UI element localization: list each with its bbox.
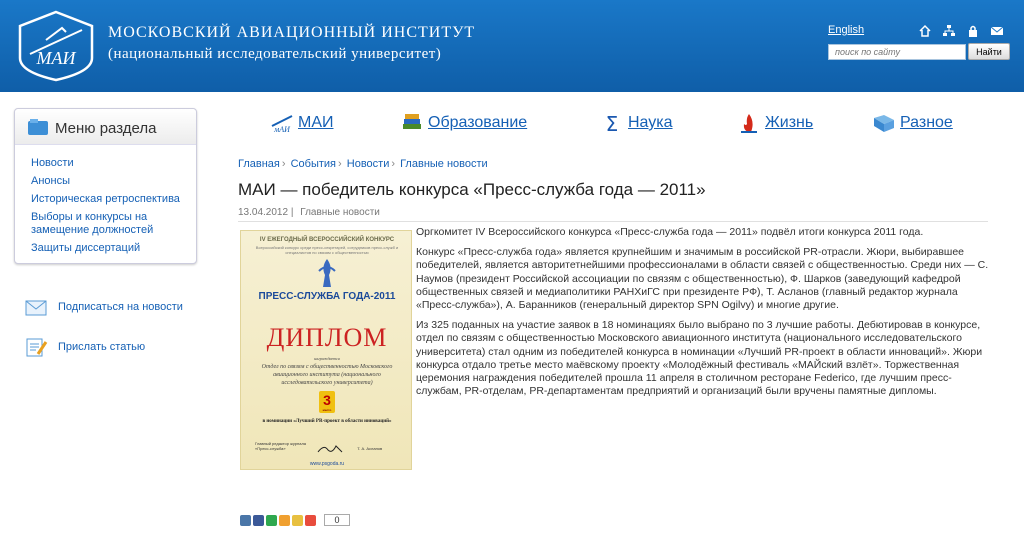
- article-category[interactable]: Главные новости: [300, 207, 380, 218]
- article-paragraph: Из 325 поданных на участие заявок в 18 номинациях было выбрано по 3 лучшие работы. Дебютировав в конкурсе, отдел по связям с общественностью Московского авиационного института (национального исследовательского университета) стал одним из победителей конкурса в номинации «Лучший PR-проект в области инноваций». Жюри конкурса отдало третье место маёвскому проекту «Молодёжный фестиваль «МАЙский взлёт». Торжественная церемония награждения победителей прошла 11 апреля в столичном ресторане Federico, где лучшим пресс-службам, PR-отделам, PR-департаментам предприятий и организаций были вручены памятные дипломы.: [416, 319, 983, 398]
- mail-icon[interactable]: [990, 24, 1004, 38]
- plus-icon[interactable]: [305, 515, 316, 526]
- search-button[interactable]: Найти: [968, 43, 1010, 60]
- mai-logo-icon[interactable]: [16, 10, 96, 82]
- diploma-place-number: 3: [323, 392, 331, 408]
- sidebar-item-elections[interactable]: Выборы и конкурсы на замещение должностей: [31, 211, 154, 236]
- vk-icon[interactable]: [240, 515, 251, 526]
- book-icon: [872, 112, 896, 134]
- main-navigation: [0, 112, 1024, 136]
- send-article-label: Прислать статью: [58, 341, 146, 353]
- english-link[interactable]: English: [828, 24, 865, 36]
- breadcrumb: Главная › События › Новости › Главные новости: [238, 158, 488, 170]
- facebook-icon[interactable]: [253, 515, 264, 526]
- nav-mai[interactable]: [270, 112, 334, 134]
- nav-life-label: Жизнь: [765, 114, 814, 131]
- article-paragraph: Оргкомитет IV Всероссийского конкурса «Пресс-служба года — 2011» подвёл итоги конкурса 2011 года.: [416, 226, 924, 238]
- diploma-word: ДИПЛОМ: [266, 323, 388, 352]
- svg-text:МАИ: МАИ: [36, 48, 76, 68]
- diploma-top-text: IV ЕЖЕГОДНЫЙ ВСЕРОССИЙСКИЙ КОНКУРС: [259, 237, 395, 243]
- sitemap-icon[interactable]: [942, 24, 956, 38]
- diploma-signature: [255, 441, 399, 454]
- moimir-icon[interactable]: [266, 515, 277, 526]
- svg-text:мАИ: мАИ: [274, 125, 290, 134]
- page-title: МАИ — победитель конкурса «Пресс-служба года — 2011»: [238, 180, 706, 199]
- lock-icon[interactable]: [966, 24, 980, 38]
- article-body: [416, 226, 992, 405]
- sigma-icon: [600, 112, 624, 134]
- breadcrumb-home[interactable]: Главная: [238, 158, 280, 170]
- svg-text:Σ: Σ: [605, 112, 619, 134]
- home-icon[interactable]: [918, 24, 932, 38]
- search-input[interactable]: [828, 44, 966, 60]
- nav-misc[interactable]: [872, 112, 953, 134]
- share-count: 0: [324, 514, 350, 526]
- site-title: МОСКОВСКИЙ АВИАЦИОННЫЙ ИНСТИТУТ: [108, 24, 476, 41]
- signature-icon: [316, 444, 346, 454]
- books-icon: [400, 112, 424, 134]
- section-menu-title: Меню раздела: [55, 120, 157, 137]
- section-menu-list: [15, 145, 196, 255]
- diploma-nomination: в номинации «Лучший PR-проект в области инноваций»: [262, 419, 392, 424]
- article-paragraph: Конкурс «Пресс-служба года» является крупнейшим и значимым в российской PR-отрасли. Жюри, выбиравшее победителей, является авторитетнейшими профессионалами в области связей с общественностью. Среди них — С. Наумов (президент Российской ассоциации по связям с общественностью), Ф. Шарков (заведующий кафедрой общественных связей и медиаполитики РАНХиГС при президенте РФ), Т. Асланов (главный редактор журнала «Пресс-служба»), А. Баранников (генеральный директор SPN Ogilvy) и многие другие.: [416, 246, 989, 312]
- envelope-icon: [24, 296, 48, 318]
- diploma-recipient: [255, 355, 399, 387]
- diploma-press-title: ПРЕСС-СЛУЖБА ГОДА-2011: [258, 291, 396, 302]
- sidebar-item-history[interactable]: Историческая ретроспектива: [31, 193, 180, 205]
- diploma-awarded: награждается: [314, 356, 340, 361]
- sidebar-item-dissertations[interactable]: Защиты диссертаций: [31, 242, 141, 254]
- article-meta: 13.04.2012 | Главные новости: [238, 201, 988, 222]
- header-icons: [918, 24, 1004, 38]
- flame-icon: [737, 112, 761, 134]
- nav-science-label: Наука: [628, 114, 673, 131]
- mai-icon: [270, 112, 294, 134]
- odnoklassniki-icon[interactable]: [279, 515, 290, 526]
- share-bar: [240, 514, 350, 526]
- diploma-sign-name: Т. А. Асланов: [357, 446, 383, 451]
- nav-education-label: Образование: [428, 114, 528, 131]
- breadcrumb-events[interactable]: События: [290, 158, 337, 170]
- nav-mai-label: МАИ: [298, 114, 334, 131]
- notepad-pencil-icon: [24, 336, 48, 358]
- site-header: [0, 0, 1024, 92]
- breadcrumb-news[interactable]: Новости: [346, 158, 390, 170]
- statuette-icon: [311, 257, 343, 291]
- diploma-place-badge: [319, 391, 335, 413]
- nav-education[interactable]: [400, 112, 527, 134]
- breadcrumb-main-news[interactable]: Главные новости: [400, 158, 488, 170]
- bookmark-icon[interactable]: [292, 515, 303, 526]
- diploma-recipient-text: Отдел по связям с общественностью Московского авиационного института (национального исследовательского университета): [261, 364, 393, 386]
- diploma-place-word: место: [322, 408, 332, 412]
- diploma-sign-role: Главный редактор журнала «Пресс-служба»: [255, 441, 307, 451]
- nav-science[interactable]: [600, 112, 673, 134]
- site-subtitle: (национальный исследовательский университет): [108, 46, 442, 62]
- article-date: 13.04.2012: [238, 207, 289, 218]
- send-article-link[interactable]: [24, 336, 145, 358]
- sidebar-item-news[interactable]: Новости: [31, 157, 74, 169]
- nav-life[interactable]: [737, 112, 813, 134]
- diploma-small-text: Всероссийский конкурс среди пресс-секретарей, сотрудников пресс-служб и специалистов по связям с общественностью: [255, 245, 399, 255]
- subscribe-link[interactable]: [24, 296, 183, 318]
- subscribe-label: Подписаться на новости: [58, 301, 183, 313]
- nav-misc-label: Разное: [900, 114, 953, 131]
- sidebar-item-announcements[interactable]: Анонсы: [31, 175, 71, 187]
- diploma-image[interactable]: [240, 230, 412, 470]
- diploma-url: www.psgoda.ru: [309, 461, 345, 467]
